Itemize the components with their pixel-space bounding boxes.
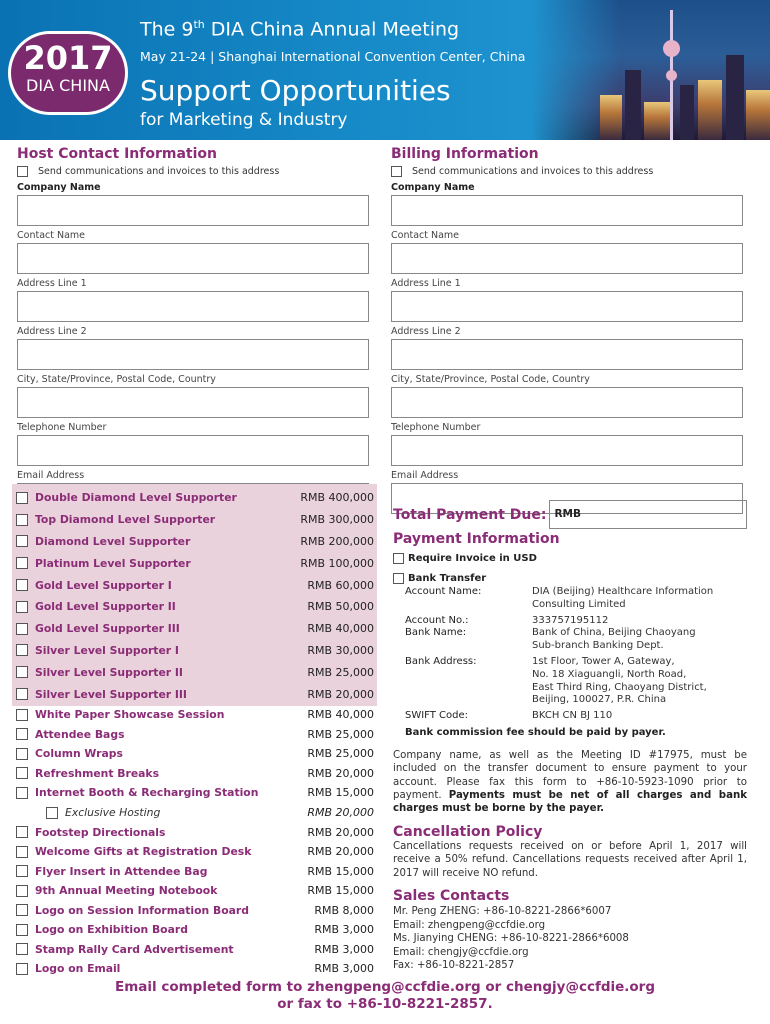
sponsorship-price: RMB 20,000 <box>307 845 374 859</box>
checkbox-logo-on-exhibition-board[interactable] <box>16 924 28 936</box>
sponsorship-name: Diamond Level Supporter <box>35 534 191 548</box>
bank-row-bank-name <box>405 627 755 653</box>
checkbox-gold-level-supporter-iii[interactable] <box>16 623 28 635</box>
require-invoice-usd-checkbox[interactable] <box>393 553 404 564</box>
checkbox-silver-level-supporter-iii[interactable] <box>16 688 28 700</box>
sponsorship-row-exclusive-hosting <box>16 803 374 823</box>
sponsorship-price: RMB 50,000 <box>307 600 374 614</box>
checkbox-logo-on-session-information-board[interactable] <box>16 904 28 916</box>
bank-key: Account Name: <box>405 586 482 597</box>
host-field-address-line-2 <box>17 326 377 370</box>
sponsorship-row-logo-on-email <box>16 959 374 979</box>
bank-key: Bank Name: <box>405 627 467 639</box>
sponsorship-row-silver-level-supporter-i <box>16 640 374 662</box>
footer-instructions <box>0 979 770 1013</box>
billing-label-telephone-number: Telephone Number <box>391 422 481 433</box>
host-send-communications-label: Send communications and invoices to this address <box>38 165 280 177</box>
checkbox-platinum-level-supporter[interactable] <box>16 557 28 569</box>
host-label-email-address: Email Address <box>17 470 85 481</box>
bank-row-swift-code <box>405 710 755 723</box>
host-field-company-name <box>17 182 377 226</box>
sponsorship-row-gold-level-supporter-i <box>16 574 374 596</box>
host-field-telephone-number <box>17 422 377 466</box>
host-label-contact-name: Contact Name <box>17 230 86 241</box>
checkbox-silver-level-supporter-i[interactable] <box>16 644 28 656</box>
billing-label-address-line-1: Address Line 1 <box>391 278 461 289</box>
billing-field-company-name <box>391 182 751 226</box>
meeting-title: The 9th DIA China Annual Meeting <box>140 18 460 41</box>
billing-input-address-line-1[interactable] <box>391 291 743 322</box>
checkbox-silver-level-supporter-ii[interactable] <box>16 666 28 678</box>
billing-label-address-line-2: Address Line 2 <box>391 326 461 337</box>
checkbox-internet-booth-recharging-station[interactable] <box>16 787 28 799</box>
sponsorship-row-9th-annual-meeting-notebook <box>16 881 374 901</box>
host-field-city-state-province-postal-code-country <box>17 374 377 418</box>
sponsorship-name: Double Diamond Level Supporter <box>35 491 237 505</box>
sponsorship-name: Silver Level Supporter III <box>35 687 187 701</box>
host-contact-section <box>17 146 377 514</box>
sponsorship-price: RMB 20,000 <box>307 806 374 819</box>
sponsorship-price: RMB 8,000 <box>314 903 374 917</box>
host-send-communications-checkbox[interactable] <box>17 166 28 177</box>
checkbox-exclusive-hosting[interactable] <box>46 807 58 819</box>
sponsorship-price: RMB 25,000 <box>307 727 374 741</box>
bank-row-bank-address <box>405 656 755 707</box>
sponsorship-price: RMB 40,000 <box>307 708 374 722</box>
checkbox-welcome-gifts-at-registration-desk[interactable] <box>16 846 28 858</box>
sponsorship-row-column-wraps <box>16 744 374 764</box>
billing-input-telephone-number[interactable] <box>391 435 743 466</box>
bank-value: BKCH CN BJ 110 <box>532 710 613 722</box>
host-input-contact-name[interactable] <box>17 243 369 274</box>
host-label-address-line-2: Address Line 2 <box>17 326 87 337</box>
billing-label-company-name: Company Name <box>391 182 475 193</box>
bank-row-account-name <box>405 586 755 612</box>
total-payment-row <box>393 500 747 529</box>
sponsorship-name: Welcome Gifts at Registration Desk <box>35 845 252 859</box>
billing-input-company-name[interactable] <box>391 195 743 226</box>
sponsorship-row-internet-booth-recharging-station <box>16 783 374 803</box>
billing-label-contact-name: Contact Name <box>391 230 460 241</box>
sponsorship-price: RMB 25,000 <box>307 747 374 761</box>
sponsorship-price: RMB 200,000 <box>300 534 374 548</box>
sales-contact-line: Ms. Jianying CHENG: +86-10-8221-2866*6008 <box>393 933 629 945</box>
host-contact-title: Host Contact Information <box>17 146 217 162</box>
page-subtitle: for Marketing & Industry <box>140 110 348 130</box>
sponsorship-name: Top Diamond Level Supporter <box>35 513 216 527</box>
sponsorship-row-logo-on-exhibition-board <box>16 920 374 940</box>
checkbox-refreshment-breaks[interactable] <box>16 767 28 779</box>
checkbox-attendee-bags[interactable] <box>16 728 28 740</box>
city-skyline-image <box>530 0 770 140</box>
sponsorship-name: Flyer Insert in Attendee Bag <box>35 864 208 878</box>
checkbox-stamp-rally-card-advertisement[interactable] <box>16 943 28 955</box>
host-label-address-line-1: Address Line 1 <box>17 278 87 289</box>
host-field-address-line-1 <box>17 278 377 322</box>
sales-contact-line: Email: chengjy@ccfdie.org <box>393 946 529 958</box>
meeting-date-location: May 21-24 | Shanghai International Convention Center, China <box>140 49 526 64</box>
sales-contact-line: Fax: +86-10-8221-2857 <box>393 960 515 972</box>
sponsorship-name: Internet Booth & Recharging Station <box>35 786 259 800</box>
billing-field-address-line-2 <box>391 326 751 370</box>
host-label-telephone-number: Telephone Number <box>17 422 107 433</box>
checkbox-logo-on-email[interactable] <box>16 963 28 975</box>
page-title: Support Opportunities <box>140 74 451 107</box>
host-input-address-line-2[interactable] <box>17 339 369 370</box>
sponsorship-name: Gold Level Supporter III <box>35 622 180 636</box>
sponsorship-name: Logo on Session Information Board <box>35 903 249 917</box>
sponsorship-row-silver-level-supporter-iii <box>16 683 374 705</box>
billing-label-email-address: Email Address <box>391 470 459 481</box>
sponsorship-price: RMB 15,000 <box>307 884 374 898</box>
total-payment-field[interactable]: RMB <box>549 500 747 529</box>
checkbox-footstep-directionals[interactable] <box>16 826 28 838</box>
bank-key: Bank Address: <box>405 655 477 667</box>
billing-send-communications-checkbox[interactable] <box>391 166 402 177</box>
total-payment-label: Total Payment Due: <box>393 506 547 523</box>
cancellation-title: Cancellation Policy <box>393 824 543 840</box>
billing-title: Billing Information <box>391 146 539 162</box>
billing-input-contact-name[interactable] <box>391 243 743 274</box>
host-input-company-name[interactable] <box>17 195 369 226</box>
host-field-contact-name <box>17 230 377 274</box>
bank-transfer-checkbox[interactable] <box>393 573 404 584</box>
sponsorship-name: Exclusive Hosting <box>65 806 161 819</box>
sponsorship-price: RMB 3,000 <box>314 942 374 956</box>
sponsorship-row-gold-level-supporter-iii <box>16 618 374 640</box>
sponsorship-row-refreshment-breaks <box>16 764 374 784</box>
sponsorship-row-logo-on-session-information-board <box>16 900 374 920</box>
sponsorship-price: RMB 25,000 <box>307 665 374 679</box>
bank-value: 333757195112 <box>532 614 609 626</box>
sponsorship-price: RMB 300,000 <box>300 513 374 527</box>
sponsorship-price: RMB 400,000 <box>300 491 374 505</box>
sales-contacts-title: Sales Contacts <box>393 888 510 904</box>
sponsorship-price: RMB 20,000 <box>307 687 374 701</box>
bank-details <box>405 586 755 723</box>
require-invoice-usd-label: Require Invoice in USD <box>408 553 537 564</box>
sponsorship-row-white-paper-showcase-session <box>16 705 374 725</box>
billing-label-city-state-province-postal-code-country: City, State/Province, Postal Code, Country <box>391 374 590 385</box>
footer-line-1: Email completed form to zhengpeng@ccfdie.org or chengjy@ccfdie.org <box>114 979 655 995</box>
dia-china-2017-logo: 2017 DIA CHINA <box>8 31 128 115</box>
billing-input-address-line-2[interactable] <box>391 339 743 370</box>
payment-instructions: Company name, as well as the Meeting ID #17975, must be included on the transfer document to ensure payment to your account. Please fax this form to +86-10-5923-1090 prior to payment. Payments must be net of all charges and bank charges must be borne by the payer. <box>393 750 747 815</box>
checkbox-flyer-insert-in-attendee-bag[interactable] <box>16 865 28 877</box>
sponsorship-name: Attendee Bags <box>35 727 125 741</box>
sponsorship-items-list <box>16 705 374 979</box>
bank-row-account-no <box>405 615 755 628</box>
invoice-usd-row <box>393 553 537 564</box>
bank-transfer-row <box>393 573 486 584</box>
sponsorship-name: White Paper Showcase Session <box>35 708 225 722</box>
sponsorship-name: Logo on Email <box>35 962 121 976</box>
billing-field-city-state-province-postal-code-country <box>391 374 751 418</box>
sales-contact-line: Email: zhengpeng@ccfdie.org <box>393 919 546 931</box>
sponsorship-price: RMB 15,000 <box>307 864 374 878</box>
sponsorship-name: Platinum Level Supporter <box>35 556 191 570</box>
sponsorship-price: RMB 15,000 <box>307 786 374 800</box>
sponsorship-price: RMB 100,000 <box>300 556 374 570</box>
host-label-company-name: Company Name <box>17 182 101 193</box>
host-input-address-line-1[interactable] <box>17 291 369 322</box>
sponsorship-name: Footstep Directionals <box>35 825 166 839</box>
footer-line-2: or fax to +86-10-8221-2857. <box>277 996 493 1012</box>
checkbox-top-diamond-level-supporter[interactable] <box>16 514 28 526</box>
billing-input-city-state-province-postal-code-country[interactable] <box>391 387 743 418</box>
sponsorship-row-platinum-level-supporter <box>16 552 374 574</box>
bank-value: DIA (Beijing) Healthcare Information Consulting Limited <box>532 586 714 610</box>
sponsorship-row-gold-level-supporter-ii <box>16 596 374 618</box>
header-banner <box>0 0 770 140</box>
sponsorship-row-diamond-level-supporter <box>16 531 374 553</box>
sponsorship-price: RMB 20,000 <box>307 766 374 780</box>
sponsorship-price: RMB 60,000 <box>307 578 374 592</box>
sponsorship-name: Silver Level Supporter II <box>35 665 183 679</box>
sponsorship-price: RMB 20,000 <box>307 825 374 839</box>
bank-key: Account No.: <box>405 614 469 626</box>
checkbox-column-wraps[interactable] <box>16 748 28 760</box>
sponsorship-row-stamp-rally-card-advertisement <box>16 940 374 960</box>
checkbox-double-diamond-level-supporter[interactable] <box>16 492 28 504</box>
sales-contact-line: Mr. Peng ZHENG: +86-10-8221-2866*6007 <box>393 906 612 917</box>
sponsorship-row-welcome-gifts-at-registration-desk <box>16 842 374 862</box>
bank-key: SWIFT Code: <box>405 710 469 722</box>
sponsorship-name: Stamp Rally Card Advertisement <box>35 942 234 956</box>
billing-field-telephone-number <box>391 422 751 466</box>
supporter-levels-list <box>16 487 374 705</box>
sponsorship-name: Gold Level Supporter I <box>35 578 172 592</box>
sponsorship-row-footstep-directionals <box>16 822 374 842</box>
sponsorship-row-flyer-insert-in-attendee-bag <box>16 861 374 881</box>
sponsorship-row-top-diamond-level-supporter <box>16 509 374 531</box>
sponsorship-name: Gold Level Supporter II <box>35 600 176 614</box>
sponsorship-row-attendee-bags <box>16 725 374 745</box>
sponsorship-price: RMB 40,000 <box>307 622 374 636</box>
sponsorship-name: Logo on Exhibition Board <box>35 923 188 937</box>
host-input-telephone-number[interactable] <box>17 435 369 466</box>
billing-field-address-line-1 <box>391 278 751 322</box>
bank-commission-note: Bank commission fee should be paid by payer. <box>405 727 666 738</box>
sponsorship-name: Column Wraps <box>35 747 123 761</box>
bank-value: 1st Floor, Tower A, Gateway, No. 18 Xiaguangli, North Road, East Third Ring, Chaoyang District, Beijing, 100027, P.R. China <box>532 655 707 706</box>
checkbox-white-paper-showcase-session[interactable] <box>16 709 28 721</box>
sponsorship-price: RMB 30,000 <box>307 643 374 657</box>
checkbox-diamond-level-supporter[interactable] <box>16 535 28 547</box>
sponsorship-row-double-diamond-level-supporter <box>16 487 374 509</box>
sponsorship-price: RMB 3,000 <box>314 923 374 937</box>
billing-send-communications-label: Send communications and invoices to this address <box>412 165 654 177</box>
checkbox-gold-level-supporter-ii[interactable] <box>16 601 28 613</box>
sales-contacts <box>393 905 629 973</box>
host-label-city-state-province-postal-code-country: City, State/Province, Postal Code, Country <box>17 374 216 385</box>
checkbox-9th-annual-meeting-notebook[interactable] <box>16 885 28 897</box>
checkbox-gold-level-supporter-i[interactable] <box>16 579 28 591</box>
bank-value: Bank of China, Beijing Chaoyang Sub-branch Banking Dept. <box>532 627 696 652</box>
sponsorship-row-silver-level-supporter-ii <box>16 661 374 683</box>
sponsorship-name: Refreshment Breaks <box>35 766 160 780</box>
billing-section <box>391 146 751 514</box>
sponsorship-name: 9th Annual Meeting Notebook <box>35 884 218 898</box>
host-input-city-state-province-postal-code-country[interactable] <box>17 387 369 418</box>
cancellation-text: Cancellations requests received on or before April 1, 2017 will receive a 50% refund. Cancellations requests received after April 1, 2017 will receive NO refund. <box>393 841 747 879</box>
sponsorship-name: Silver Level Supporter I <box>35 643 179 657</box>
payment-info-title: Payment Information <box>393 531 560 547</box>
sponsorship-price: RMB 3,000 <box>314 962 374 976</box>
bank-transfer-label: Bank Transfer <box>408 573 487 584</box>
billing-field-contact-name <box>391 230 751 274</box>
